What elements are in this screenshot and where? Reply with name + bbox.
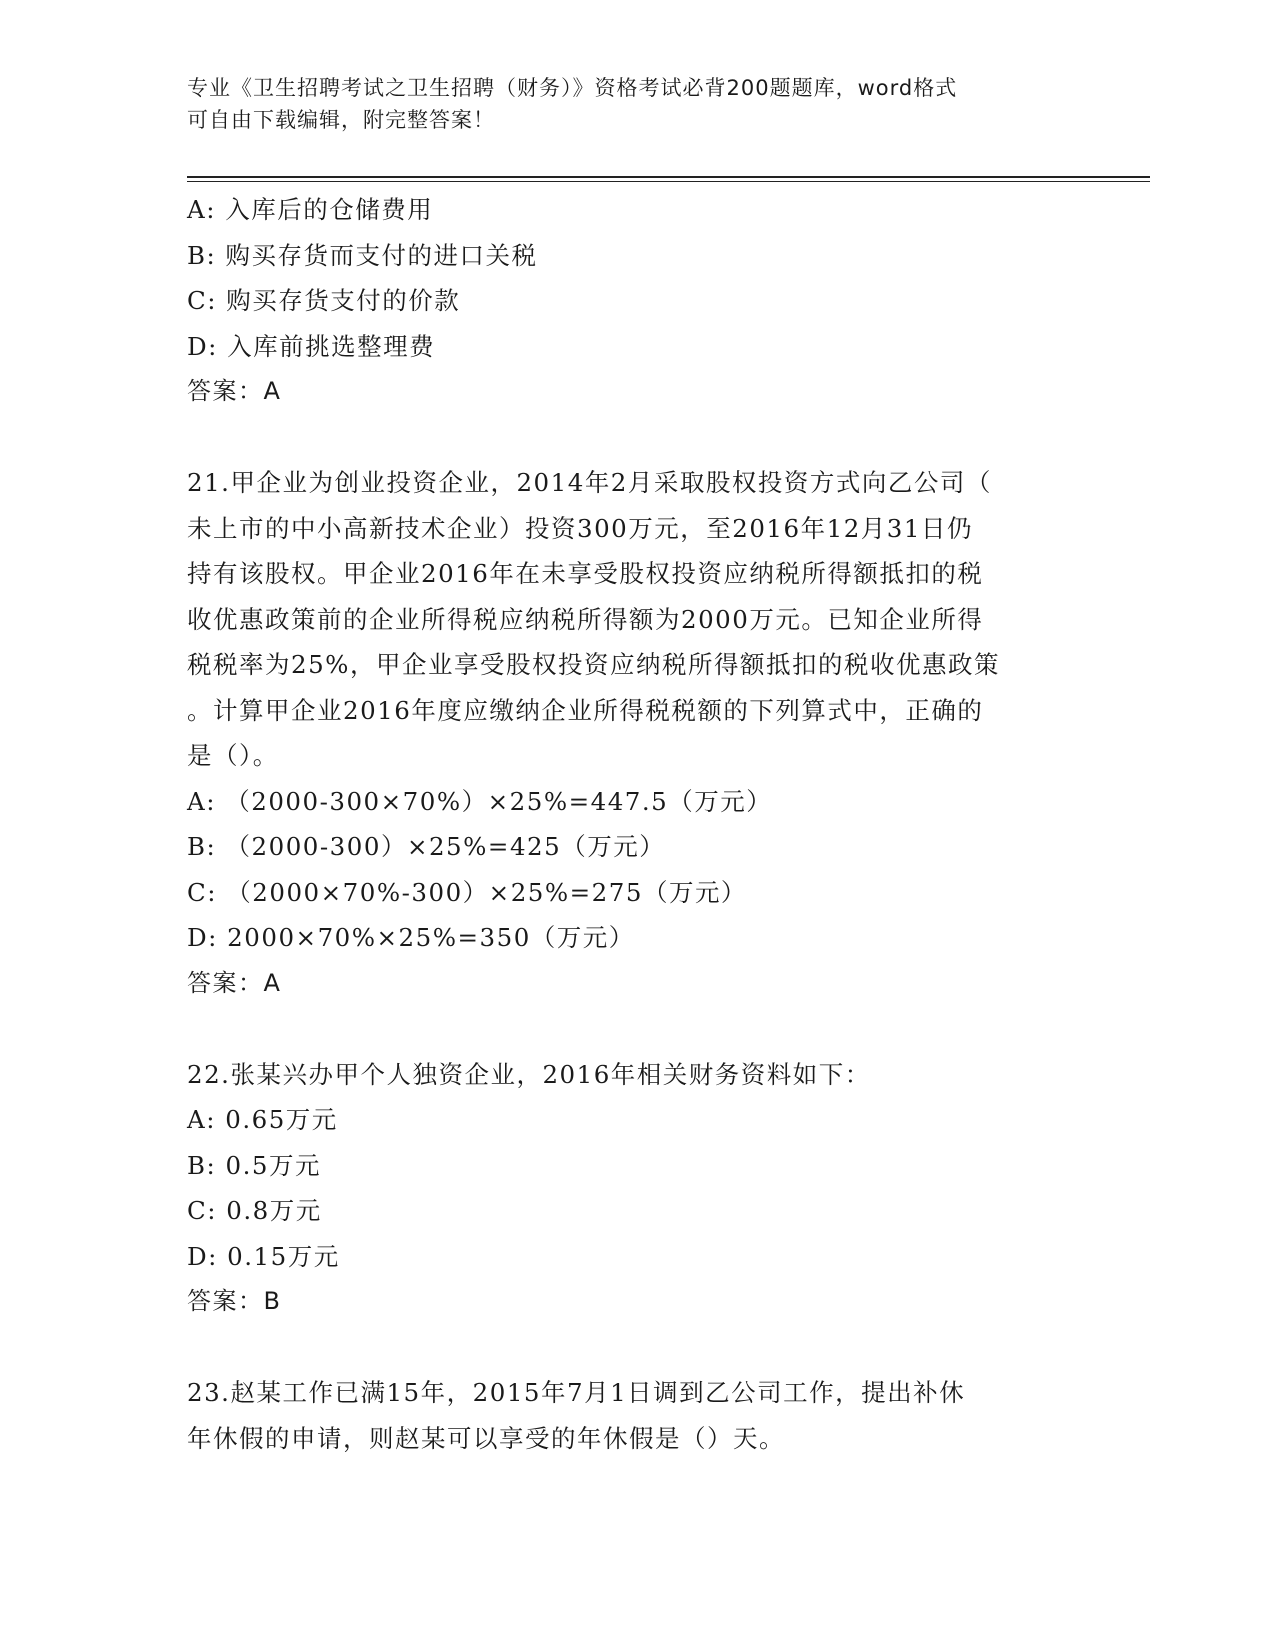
q21-answer: 答案：A	[187, 968, 282, 997]
header-line-2: 可自由下载编辑，附完整答案！	[187, 108, 495, 132]
q20-option-d: D: 入库前挑选整理费	[187, 331, 436, 361]
q21-text-line: 是（）。	[187, 741, 279, 770]
spacer	[187, 1325, 1087, 1371]
question-20	[187, 187, 1087, 415]
question-23	[187, 1370, 1087, 1461]
q21-option-b: B: （2000-300）×25%=425（万元）	[187, 832, 666, 861]
q20-option-a: A: 入库后的仓储费用	[187, 195, 434, 224]
q21-option-c: C: （2000×70%-300）×25%=275（万元）	[187, 877, 747, 907]
q20-answer: 答案：A	[187, 377, 282, 405]
q22-text-line: 22.张某兴办甲个人独资企业，2016年相关财务资料如下：	[187, 1059, 871, 1089]
q22-option-a: A: 0.65万元	[187, 1105, 338, 1134]
q22-option-c: C: 0.8万元	[187, 1196, 322, 1225]
q21-text	[187, 460, 1087, 779]
q21-option-a: A: （2000-300×70%）×25%=447.5（万元）	[187, 786, 773, 816]
document-body	[187, 187, 1087, 1461]
q20-option-b: B: 购买存货而支付的进口关税	[187, 240, 538, 270]
q21-option-d: D: 2000×70%×25%=350（万元）	[187, 923, 635, 952]
header-line-1: 专业《卫生招聘考试之卫生招聘（财务）》资格考试必背200题题库，word格式	[187, 76, 958, 100]
spacer	[187, 415, 1087, 461]
q22-option-b: B: 0.5万元	[187, 1150, 322, 1180]
question-22	[187, 1052, 1087, 1325]
q20-option-c: C: 购买存货支付的价款	[187, 286, 461, 315]
question-21	[187, 460, 1087, 1006]
q21-text-line: 。计算甲企业2016年度应缴纳企业所得税税额的下列算式中，正确的	[187, 695, 984, 725]
q23-text	[187, 1370, 1087, 1461]
spacer	[187, 1006, 1087, 1052]
header-rule-thin	[187, 181, 1150, 182]
q21-text-line: 21.甲企业为创业投资企业，2014年2月采取股权投资方式向乙公司（	[187, 468, 992, 497]
q21-text-line: 税税率为25%，甲企业享受股权投资应纳税所得额抵扣的税收优惠政策	[187, 650, 1000, 679]
q23-text-line: 年休假的申请，则赵某可以享受的年休假是（）天。	[187, 1423, 785, 1453]
q23-text-line: 23.赵某工作已满15年，2015年7月1日调到乙公司工作，提出补休	[187, 1378, 966, 1407]
header-rule-thick	[187, 176, 1150, 178]
q22-option-d: D: 0.15万元	[187, 1241, 340, 1271]
q22-text	[187, 1052, 1087, 1098]
q21-text-line: 收优惠政策前的企业所得税应纳税所得额为2000万元。已知企业所得	[187, 604, 984, 634]
page-header	[187, 72, 1067, 136]
q21-text-line: 持有该股权。甲企业2016年在未享受股权投资应纳税所得额抵扣的税	[187, 559, 984, 588]
q21-text-line: 未上市的中小高新技术企业）投资300万元，至2016年12月31日仍	[187, 513, 973, 543]
q22-answer: 答案：B	[187, 1287, 282, 1315]
